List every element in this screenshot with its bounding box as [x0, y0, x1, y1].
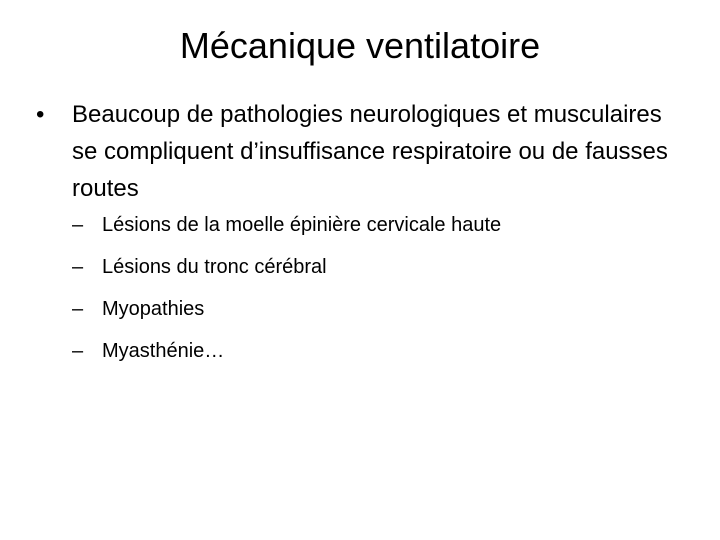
- bullet-dot-icon: •: [36, 101, 45, 128]
- sub-item: [72, 215, 672, 236]
- dash-icon: –: [72, 256, 84, 278]
- bullet-text: Beaucoup de pathologies neurologiques et musculaires se compliquent d’insuffisance respiratoire ou de fausses routes: [72, 101, 668, 202]
- sub-item: [72, 341, 672, 362]
- slide-title: Mécanique ventilatoire: [179, 25, 541, 66]
- dash-icon: –: [72, 214, 84, 236]
- sub-list: [72, 215, 672, 383]
- sub-item-text: Myopathies: [102, 298, 205, 320]
- dash-icon: –: [72, 298, 84, 320]
- sub-item-text: Lésions du tronc cérébral: [102, 256, 327, 278]
- sub-item: [72, 257, 672, 278]
- bullet-block: [36, 96, 676, 207]
- dash-icon: –: [72, 340, 84, 362]
- sub-item-text: Lésions de la moelle épinière cervicale haute: [102, 214, 502, 236]
- sub-item: [72, 299, 672, 320]
- sub-item-text: Myasthénie…: [102, 340, 225, 362]
- bullet-item: [36, 96, 676, 207]
